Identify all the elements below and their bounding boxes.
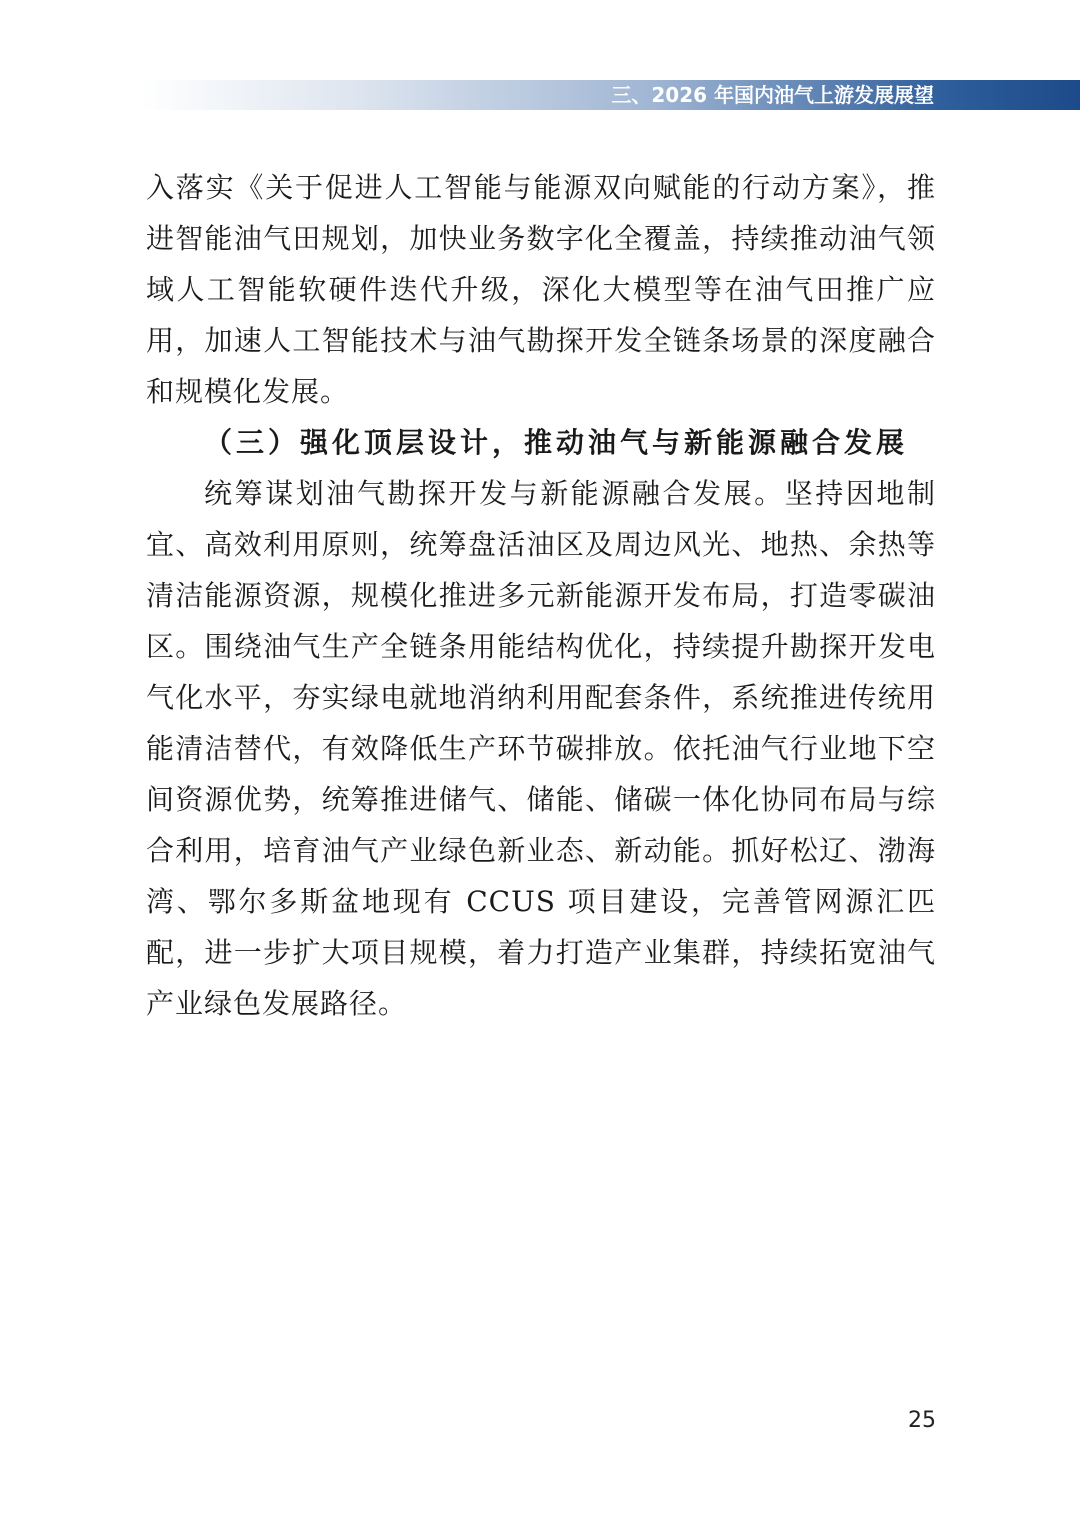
chapter-title: 三、2026 年国内油气上游发展展望 xyxy=(611,83,934,107)
paragraph: 统筹谋划油气勘探开发与新能源融合发展。坚持因地制宜、高效利用原则，统筹盘活油区及周边风光、地热、余热等清洁能源资源，规模化推进多元新能源开发布局，打造零碳油区。围绕油气生产全链条用能结构优化，持续提升勘探开发电气化水平，夯实绿电就地消纳利用配套条件，系统推进传统用能清洁替代，有效降低生产环节碳排放。依托油气行业地下空间资源优势，统筹推进储气、储能、储碳一体化协同布局与综合利用，培育油气产业绿色新业态、新动能。抓好松辽、渤海湾、鄂尔多斯盆地现有 CCUS 项目建设，完善管网源汇匹配，进一步扩大项目规模，着力打造产业集群，持续拓宽油气产业绿色发展路径。 xyxy=(146,477,936,1020)
page-number: 25 xyxy=(908,1408,936,1433)
body-text xyxy=(146,162,936,1029)
paragraph-continuation: 入落实《关于促进人工智能与能源双向赋能的行动方案》，推进智能油气田规划，加快业务数字化全覆盖，持续推动油气领域人工智能软硬件迭代升级，深化大模型等在油气田推广应用，加速人工智能技术与油气勘探开发全链条场景的深度融合和规模化发展。 xyxy=(146,171,936,408)
header-band xyxy=(140,80,1080,110)
section-heading: （三）强化顶层设计，推动油气与新能源融合发展 xyxy=(204,426,909,459)
